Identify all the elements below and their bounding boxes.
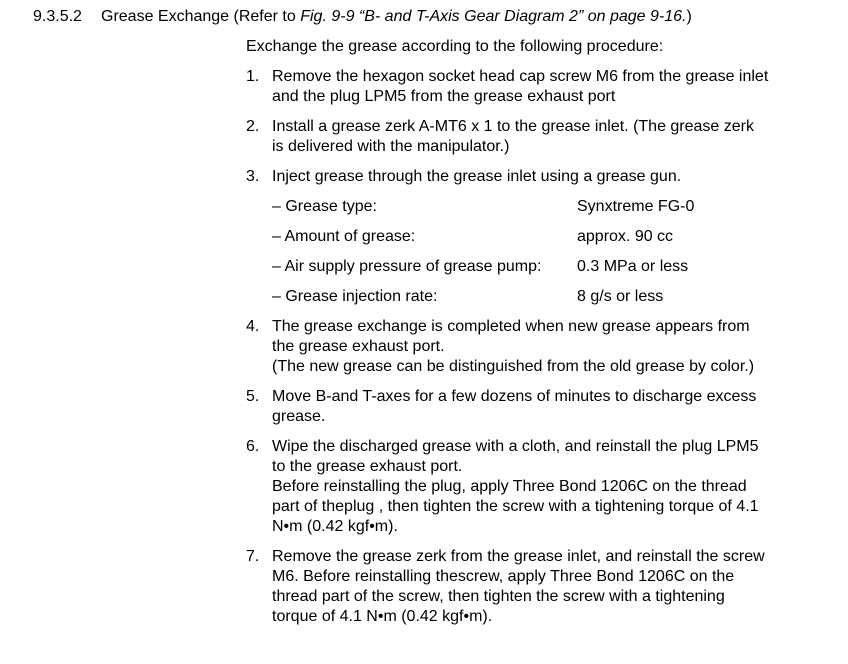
section-number: 9.3.5.2 xyxy=(33,8,82,25)
spec-value: approx. 90 cc xyxy=(577,228,674,245)
procedure-intro: Exchange the grease according to the following procedure: xyxy=(246,38,664,55)
step-number: 7. xyxy=(246,548,260,565)
step-line: is delivered with the manipulator.) xyxy=(272,138,510,155)
section-heading xyxy=(33,7,692,27)
step-line: thread part of the screw, then tighten the screw with a tightening xyxy=(272,588,725,605)
spec-label: – Air supply pressure of grease pump: xyxy=(272,258,542,275)
spec-label: – Grease injection rate: xyxy=(272,288,438,305)
step-text xyxy=(272,437,759,537)
step-line: The grease exchange is completed when new grease appears from xyxy=(272,318,750,335)
step-line: N•m (0.42 kgf•m). xyxy=(272,518,398,535)
step-text xyxy=(272,317,754,377)
step-line: to the grease exhaust port. xyxy=(272,458,463,475)
spec-value: 0.3 MPa or less xyxy=(577,258,689,275)
step-text xyxy=(272,167,681,187)
step-line: and the plug LPM5 from the grease exhaust port xyxy=(272,88,616,105)
step-number: 1. xyxy=(246,68,260,85)
spec-grease-type xyxy=(272,197,695,217)
step-line: Inject grease through the grease inlet using a grease gun. xyxy=(272,168,682,185)
section-title: Grease Exchange (Refer to xyxy=(101,8,301,25)
step-number: 3. xyxy=(246,168,260,185)
step-line: Wipe the discharged grease with a cloth, and reinstall the plug LPM5 xyxy=(272,438,759,455)
step-line: Move B-and T-axes for a few dozens of minutes to discharge excess xyxy=(272,388,757,405)
step-line: the grease exhaust port. xyxy=(272,338,445,355)
step-number: 6. xyxy=(246,438,260,455)
step-line: grease. xyxy=(272,408,326,425)
step-line: Before reinstalling the plug, apply Three Bond 1206C on the thread xyxy=(272,478,747,495)
step-text xyxy=(272,547,765,627)
spec-value: 8 g/s or less xyxy=(577,288,664,305)
figure-reference-link[interactable]: Fig. 9-9 “B- and T-Axis Gear Diagram 2” on page 9-16. xyxy=(300,8,687,25)
spec-injection-rate xyxy=(272,287,664,307)
step-number: 2. xyxy=(246,118,260,135)
step-text xyxy=(272,117,754,157)
step-line: Install a grease zerk A-MT6 x 1 to the grease inlet. (The grease zerk xyxy=(272,118,754,135)
spec-air-pressure xyxy=(272,257,689,277)
step-line: M6. Before reinstalling thescrew, apply Three Bond 1206C on the xyxy=(272,568,735,585)
step-text xyxy=(272,387,756,427)
step-line: Remove the hexagon socket head cap screw M6 from the grease inlet xyxy=(272,68,769,85)
spec-amount xyxy=(272,227,674,247)
step-number: 5. xyxy=(246,388,260,405)
step-line: (The new grease can be distinguished from the old grease by color.) xyxy=(272,358,755,375)
step-line: Remove the grease zerk from the grease inlet, and reinstall the screw xyxy=(272,548,765,565)
step-line: torque of 4.1 N•m (0.42 kgf•m). xyxy=(272,608,493,625)
spec-value: Synxtreme FG-0 xyxy=(577,198,695,215)
step-text xyxy=(272,67,768,107)
step-number: 4. xyxy=(246,318,260,335)
step-line: part of theplug , then tighten the screw with a tightening torque of 4.1 xyxy=(272,498,759,515)
section-title-close: ) xyxy=(686,8,692,25)
spec-label: – Grease type: xyxy=(272,198,377,215)
spec-label: – Amount of grease: xyxy=(272,228,416,245)
